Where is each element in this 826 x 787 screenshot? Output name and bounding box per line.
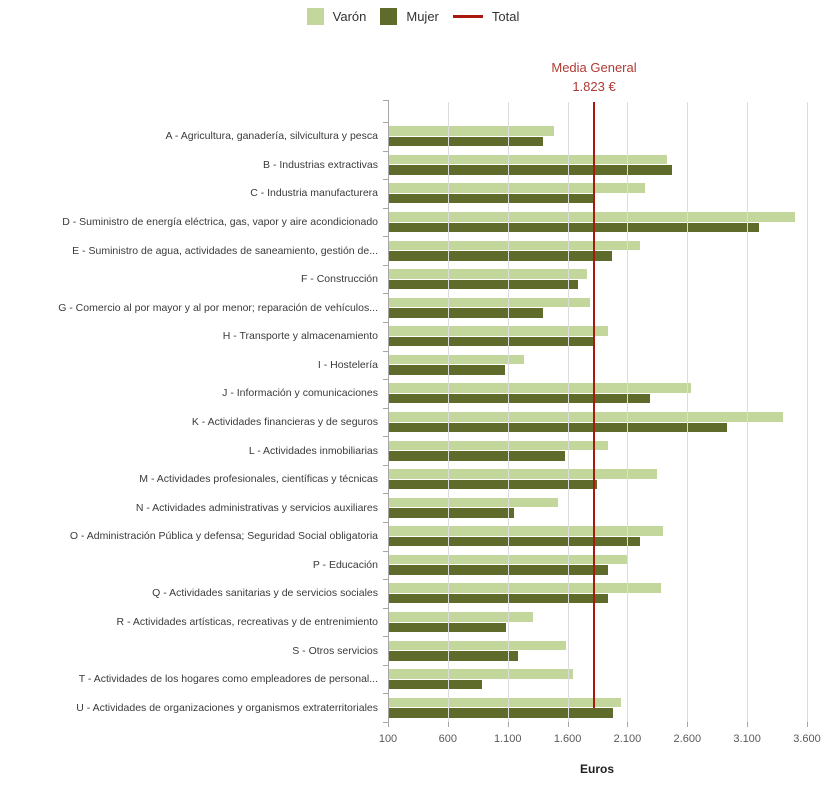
category-label: C - Industria manufacturera <box>250 187 378 200</box>
x-axis-tick <box>508 722 509 727</box>
mujer-bar <box>389 337 593 347</box>
varon-bar <box>389 241 640 251</box>
mujer-bar <box>389 280 578 290</box>
category-label: L - Actividades inmobiliarias <box>248 444 378 457</box>
category-axis-tick <box>383 293 388 294</box>
category-row <box>389 351 812 380</box>
category-axis-tick <box>383 436 388 437</box>
x-tick-label: 3.600 <box>793 733 821 745</box>
bar-rows <box>388 122 812 722</box>
varon-bar <box>389 155 667 165</box>
legend <box>0 8 826 25</box>
category-label: S - Otros servicios <box>292 644 378 657</box>
mujer-bar <box>389 308 543 318</box>
category-label: E - Suministro de agua, actividades de saneamiento, gestión de... <box>72 244 378 257</box>
category-row <box>389 636 812 665</box>
category-label: H - Transporte y almacenamiento <box>222 330 378 343</box>
varon-bar <box>389 269 587 279</box>
category-axis-tick <box>383 265 388 266</box>
reference-line-title-line2: 1.823 € <box>572 79 616 94</box>
category-axis-tick <box>383 522 388 523</box>
category-label: A - Agricultura, ganadería, silvicultura y pesca <box>165 130 378 143</box>
mujer-bar <box>389 451 565 461</box>
mujer-bar <box>389 480 597 490</box>
category-row <box>389 379 812 408</box>
category-label: T - Actividades de los hogares como empleadores de personal... <box>78 673 378 686</box>
category-row <box>389 693 812 722</box>
category-row <box>389 665 812 694</box>
x-tick-label: 100 <box>378 733 398 745</box>
gridline <box>448 102 449 722</box>
total-reference-line <box>593 102 595 708</box>
category-row <box>389 265 812 294</box>
x-axis-tick <box>448 722 449 727</box>
category-axis-tick <box>383 100 388 101</box>
category-axis-tick <box>383 636 388 637</box>
varon-bar <box>389 612 533 622</box>
category-axis-tick <box>383 408 388 409</box>
x-tick-label: 3.100 <box>733 733 761 745</box>
x-axis-tick <box>627 722 628 727</box>
category-row <box>389 522 812 551</box>
x-tick-label: 1.100 <box>493 733 522 745</box>
varon-bar <box>389 526 663 536</box>
category-label: B - Industrias extractivas <box>263 158 378 171</box>
category-label: F - Construcción <box>300 273 378 286</box>
x-tick-label: 2.100 <box>613 733 642 745</box>
x-axis-title: Euros <box>579 762 615 776</box>
category-axis-tick <box>383 379 388 380</box>
varon-bar <box>389 469 657 479</box>
x-axis-tick <box>687 722 688 727</box>
category-label: O - Administración Pública y defensa; Seguridad Social obligatoria <box>69 530 378 543</box>
category-axis-tick <box>383 151 388 152</box>
mujer-bar <box>389 423 727 433</box>
category-axis-tick <box>383 122 388 123</box>
varon-bar <box>389 698 621 708</box>
gridline <box>747 102 748 722</box>
varon-bar <box>389 212 795 222</box>
mujer-bar <box>389 165 672 175</box>
category-label: P - Educación <box>312 558 378 571</box>
category-row <box>389 322 812 351</box>
category-row <box>389 151 812 180</box>
x-axis-tick <box>568 722 569 727</box>
category-axis-tick <box>383 722 388 723</box>
mujer-bar <box>389 708 613 718</box>
category-row <box>389 493 812 522</box>
reference-line-title-line1: Media General <box>551 60 637 75</box>
mujer-bar <box>389 651 518 661</box>
legend-item-mujer <box>380 8 439 25</box>
category-row <box>389 236 812 265</box>
mujer-bar <box>389 137 543 147</box>
x-tick-label: 600 <box>438 733 458 745</box>
varon-bar <box>389 298 590 308</box>
category-axis-tick <box>383 551 388 552</box>
varon-bar <box>389 183 645 193</box>
category-row <box>389 579 812 608</box>
legend-total-label: Total <box>491 9 520 24</box>
category-axis-tick <box>383 465 388 466</box>
mujer-bar <box>389 194 594 204</box>
varon-bar <box>389 669 573 679</box>
varon-bar <box>389 641 566 651</box>
varon-bar <box>389 583 661 593</box>
x-axis-tick <box>388 722 389 727</box>
varon-bar <box>389 126 554 136</box>
category-row <box>389 208 812 237</box>
gridline <box>807 102 808 722</box>
mujer-bar <box>389 508 514 518</box>
mujer-bar <box>389 565 608 575</box>
category-label: U - Actividades de organizaciones y organismos extraterritoriales <box>76 701 378 714</box>
varon-swatch-icon <box>307 8 324 25</box>
category-row <box>389 551 812 580</box>
plot-area <box>388 100 812 722</box>
varon-bar <box>389 326 608 336</box>
category-axis-tick <box>383 493 388 494</box>
gridline <box>508 102 509 722</box>
legend-item-varon <box>307 8 367 25</box>
category-label: I - Hostelería <box>317 358 378 371</box>
x-axis-tick <box>807 722 808 727</box>
legend-mujer-label: Mujer <box>406 9 439 24</box>
varon-bar <box>389 355 524 365</box>
legend-item-total <box>453 9 519 24</box>
category-row <box>389 608 812 637</box>
category-axis-tick <box>383 179 388 180</box>
category-label: N - Actividades administrativas y servicios auxiliares <box>135 501 378 514</box>
category-row <box>389 179 812 208</box>
category-label: Q - Actividades sanitarias y de servicios sociales <box>152 587 378 600</box>
varon-bar <box>389 498 558 508</box>
category-row <box>389 293 812 322</box>
mujer-swatch-icon <box>380 8 397 25</box>
category-row <box>389 408 812 437</box>
x-axis-tick <box>747 722 748 727</box>
x-tick-label: 1.600 <box>553 733 582 745</box>
category-row <box>389 436 812 465</box>
category-axis-tick <box>383 351 388 352</box>
category-label: R - Actividades artísticas, recreativas y de entrenimiento <box>116 615 378 628</box>
total-line-swatch-icon <box>453 15 483 18</box>
category-label: K - Actividades financieras y de seguros <box>191 415 378 428</box>
category-row <box>389 122 812 151</box>
category-axis-tick <box>383 608 388 609</box>
category-axis-tick <box>383 693 388 694</box>
category-label: D - Suministro de energía eléctrica, gas, vapor y aire acondicionado <box>62 215 378 228</box>
category-label: J - Información y comunicaciones <box>222 387 378 400</box>
gridline <box>687 102 688 722</box>
legend-varon-label: Varón <box>332 9 367 24</box>
x-tick-label: 2.600 <box>673 733 702 745</box>
varon-bar <box>389 383 691 393</box>
mujer-bar <box>389 251 612 261</box>
category-axis-tick <box>383 579 388 580</box>
mujer-bar <box>389 223 759 233</box>
gridline <box>568 102 569 722</box>
mujer-bar <box>389 394 650 404</box>
varon-bar <box>389 441 608 451</box>
category-axis-tick <box>383 208 388 209</box>
category-axis-tick <box>383 665 388 666</box>
category-axis-tick <box>383 322 388 323</box>
category-label: G - Comercio al por mayor y al por menor; reparación de vehículos... <box>58 301 378 314</box>
mujer-bar <box>389 537 640 547</box>
category-row <box>389 465 812 494</box>
mujer-bar <box>389 594 608 604</box>
category-axis-tick <box>383 236 388 237</box>
reference-line-title <box>551 58 636 96</box>
gridline <box>627 102 628 722</box>
category-label: M - Actividades profesionales, científicas y técnicas <box>139 473 378 486</box>
mujer-bar <box>389 680 482 690</box>
